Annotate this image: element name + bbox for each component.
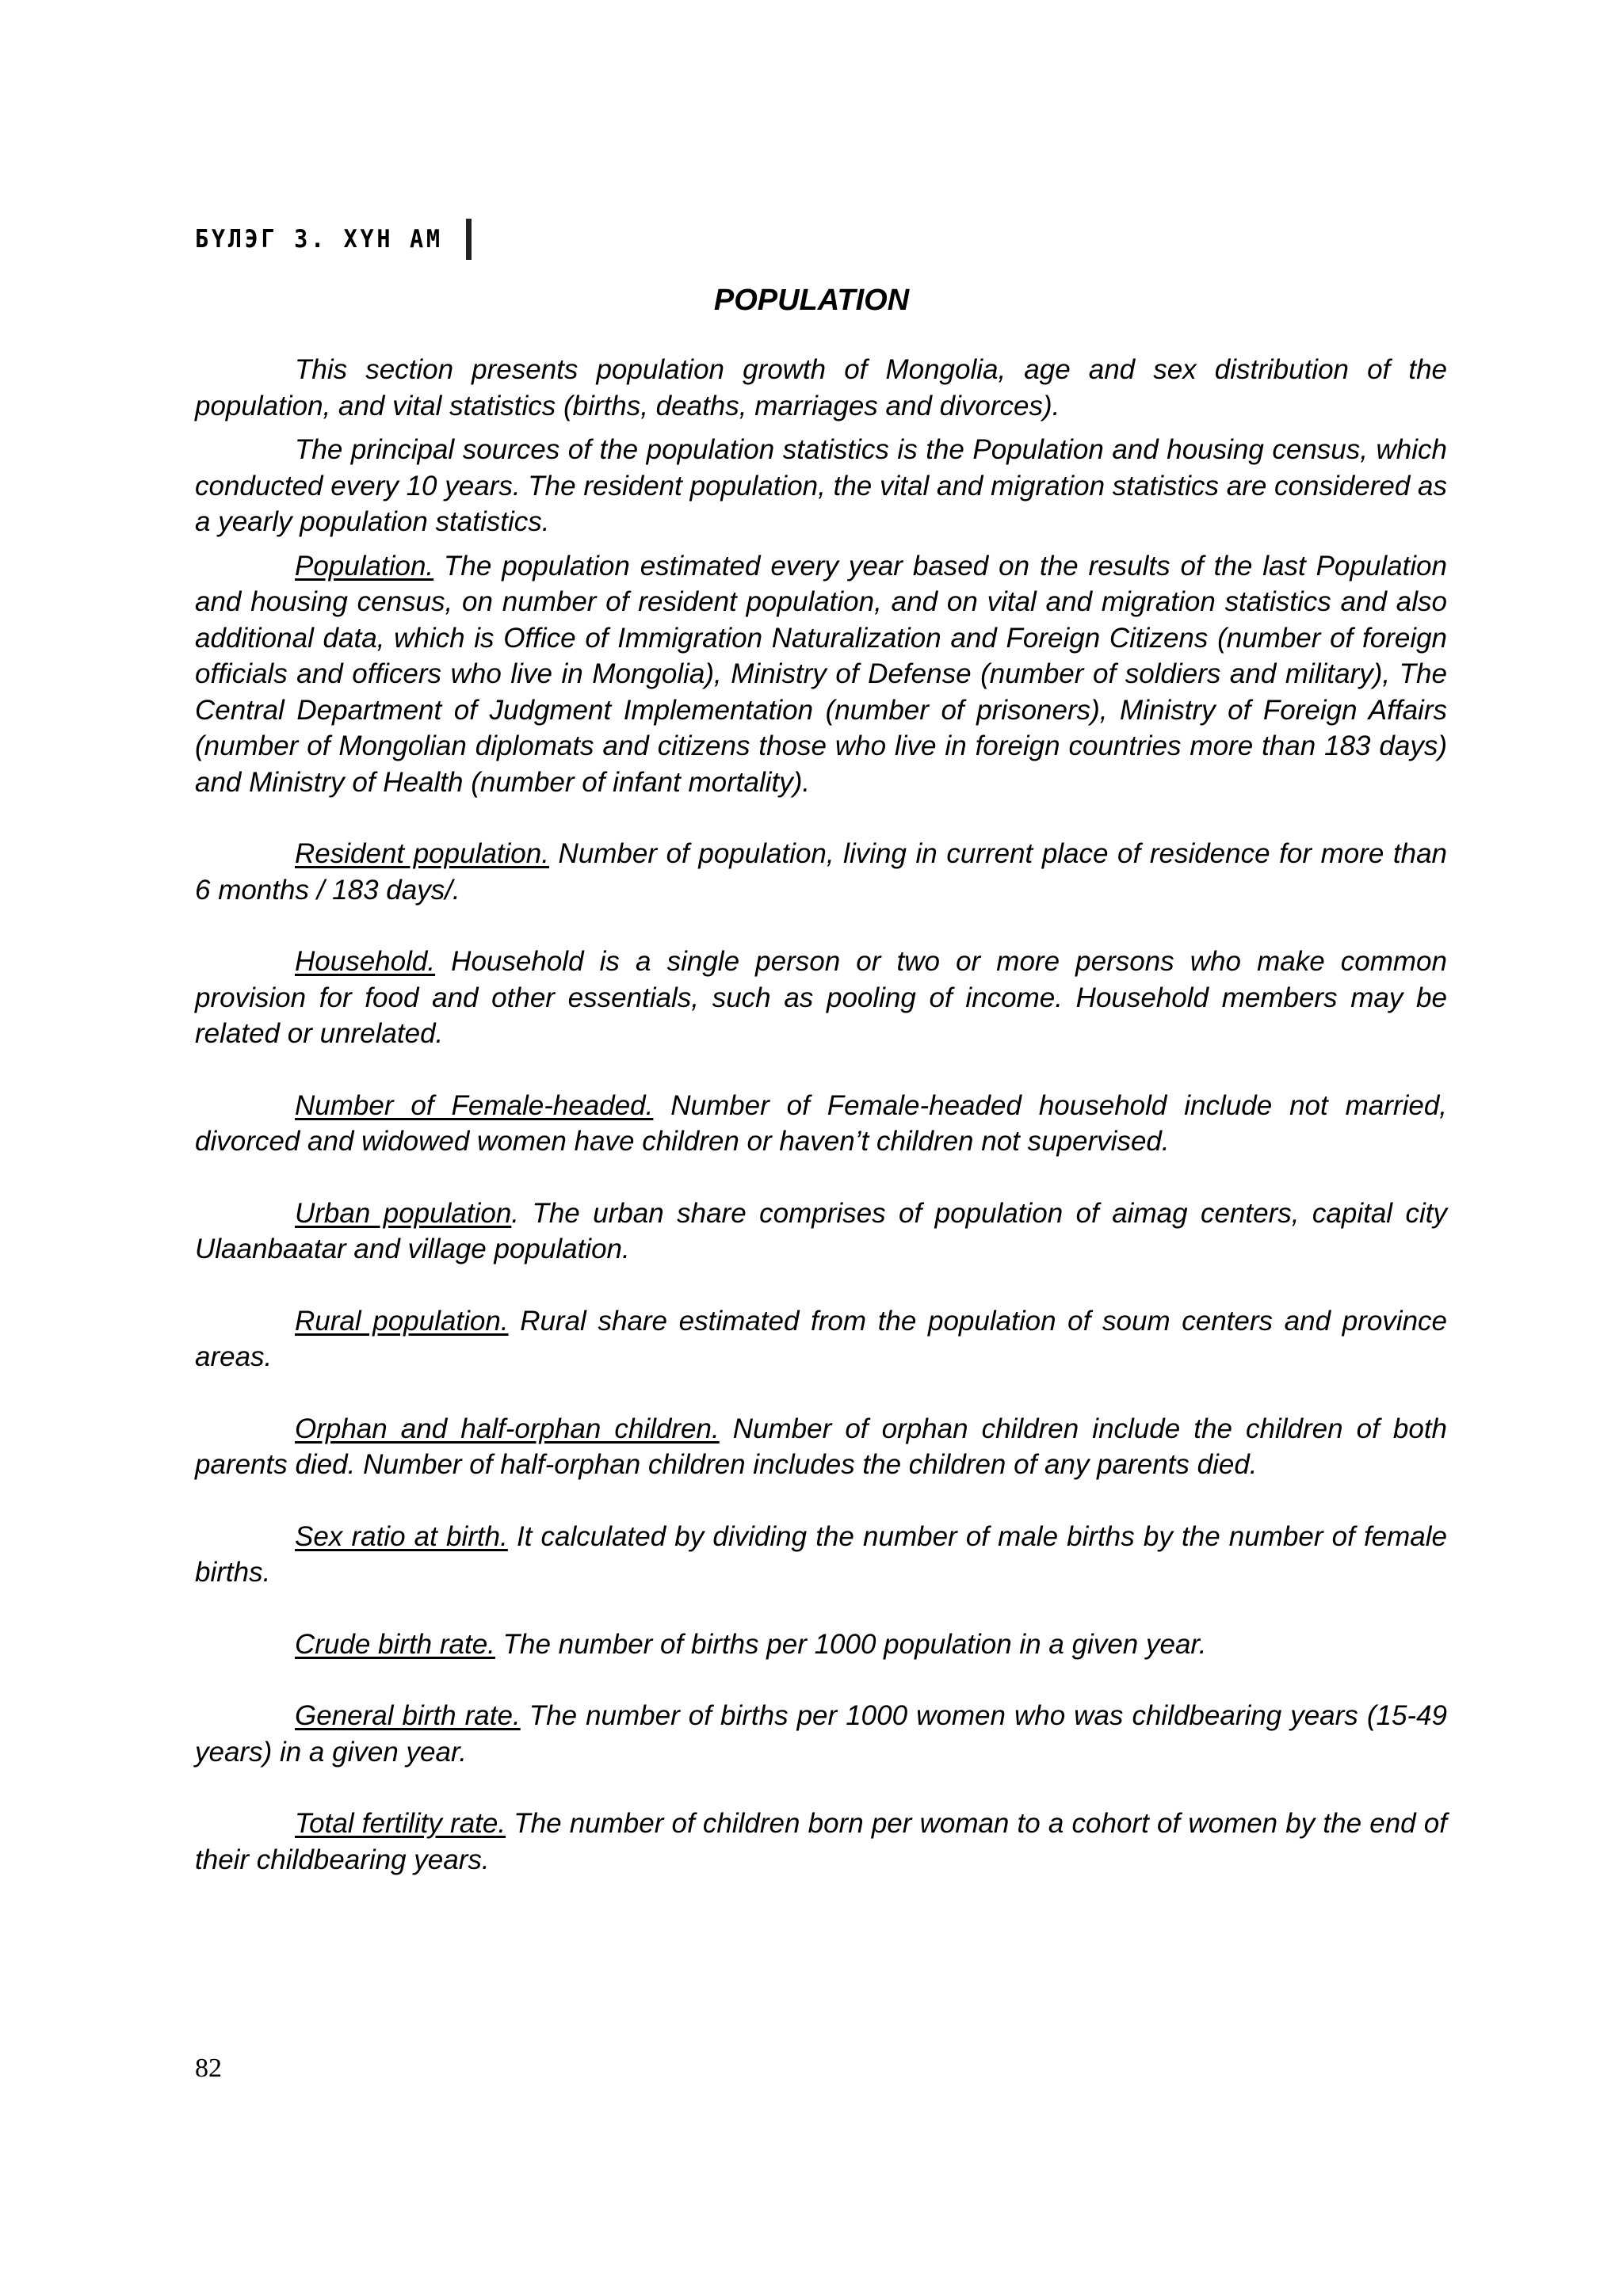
definition-female-headed <box>195 1088 1447 1160</box>
definition-text: The number of children born per woman to a cohort of women by the end of their childbearing years. <box>195 1808 1447 1875</box>
definition-term: Total fertility rate. <box>295 1808 506 1839</box>
definition-term: Orphan and half-orphan children. <box>295 1413 720 1444</box>
definition-rural-population <box>195 1303 1447 1375</box>
definition-resident-population <box>195 836 1447 908</box>
definition-urban-population <box>195 1196 1447 1268</box>
definition-text: The number of births per 1000 women who was childbearing years (15-49 years) in a given year. <box>195 1700 1447 1768</box>
section-title: POPULATION <box>713 284 910 317</box>
definition-general-birth-rate <box>195 1698 1447 1770</box>
document-body <box>195 352 1447 1878</box>
definition-text: Number of orphan children include the children of both parents died. Number of half-orphan children includes the children of any parents died. <box>195 1413 1448 1480</box>
definition-population <box>195 548 1447 801</box>
definition-term: Number of Female-headed. <box>295 1089 654 1121</box>
definition-text: . The urban share comprises of population of aimag centers, capital city Ulaanbaatar and village population. <box>195 1197 1447 1264</box>
definition-text: Number of Female-headed household include not married, divorced and widowed women have children or haven’t children not supervised. <box>195 1089 1448 1157</box>
definition-term: Sex ratio at birth. <box>295 1520 508 1552</box>
definition-text: The population estimated every year based on the results of the last Population and housing census, on number of resident population, and on vital and migration statistics and also additional data, which is Office of Immigration Naturalization and Foreign Citizens (number of foreign officials and officers who live in Mongolia), Ministry of Defense (number of soldiers and military), The Central Department of Judgment Implementation (number of prisoners), Ministry of Foreign Affairs (number of Mongolian diplomats and citizens those who live in foreign countries more than 183 days) and Ministry of Health (number of infant mortality). <box>195 550 1447 798</box>
paragraph-text: The principal sources of the population statistics is the Population and housing census, which conducted every 10 years. The resident population, the vital and migration statistics are considered as a yearly population statistics. <box>195 434 1447 537</box>
definition-term: Resident population. <box>295 838 549 869</box>
chapter-divider-bar <box>466 219 472 260</box>
page-number: 82 <box>195 2054 222 2083</box>
definition-text: It calculated by dividing the number of male births by the number of female births. <box>195 1520 1447 1588</box>
sources-paragraph <box>195 432 1447 540</box>
definition-sex-ratio <box>195 1519 1447 1591</box>
definition-term: Urban population <box>295 1197 512 1229</box>
definition-total-fertility-rate <box>195 1806 1447 1878</box>
definition-crude-birth-rate <box>195 1627 1447 1663</box>
definition-term: Crude birth rate. <box>295 1628 495 1660</box>
definition-household <box>195 944 1447 1052</box>
intro-paragraph <box>195 352 1447 424</box>
definition-term: Household. <box>295 946 436 977</box>
definition-text: Number of population, living in current place of residence for more than 6 months / 183 days/. <box>195 838 1447 906</box>
chapter-header <box>195 215 464 263</box>
definition-orphan-children <box>195 1411 1447 1483</box>
definition-text: The number of births per 1000 population in a given year. <box>495 1628 1207 1660</box>
definition-term: General birth rate. <box>295 1700 521 1731</box>
chapter-label: БҮЛЭГ 3. ХҮН АМ <box>195 225 443 254</box>
definition-text: Rural share estimated from the population of soum centers and province areas. <box>195 1305 1447 1372</box>
definition-term: Population. <box>295 550 434 582</box>
definition-term: Rural population. <box>295 1305 509 1337</box>
paragraph-text: This section presents population growth of Mongolia, age and sex distribution of the population, and vital statistics (births, deaths, marriages and divorces). <box>195 354 1447 421</box>
definition-text: Household is a single person or two or more persons who make common provision for food and other essentials, such as pooling of income. Household members may be related or unrelated. <box>195 946 1447 1049</box>
